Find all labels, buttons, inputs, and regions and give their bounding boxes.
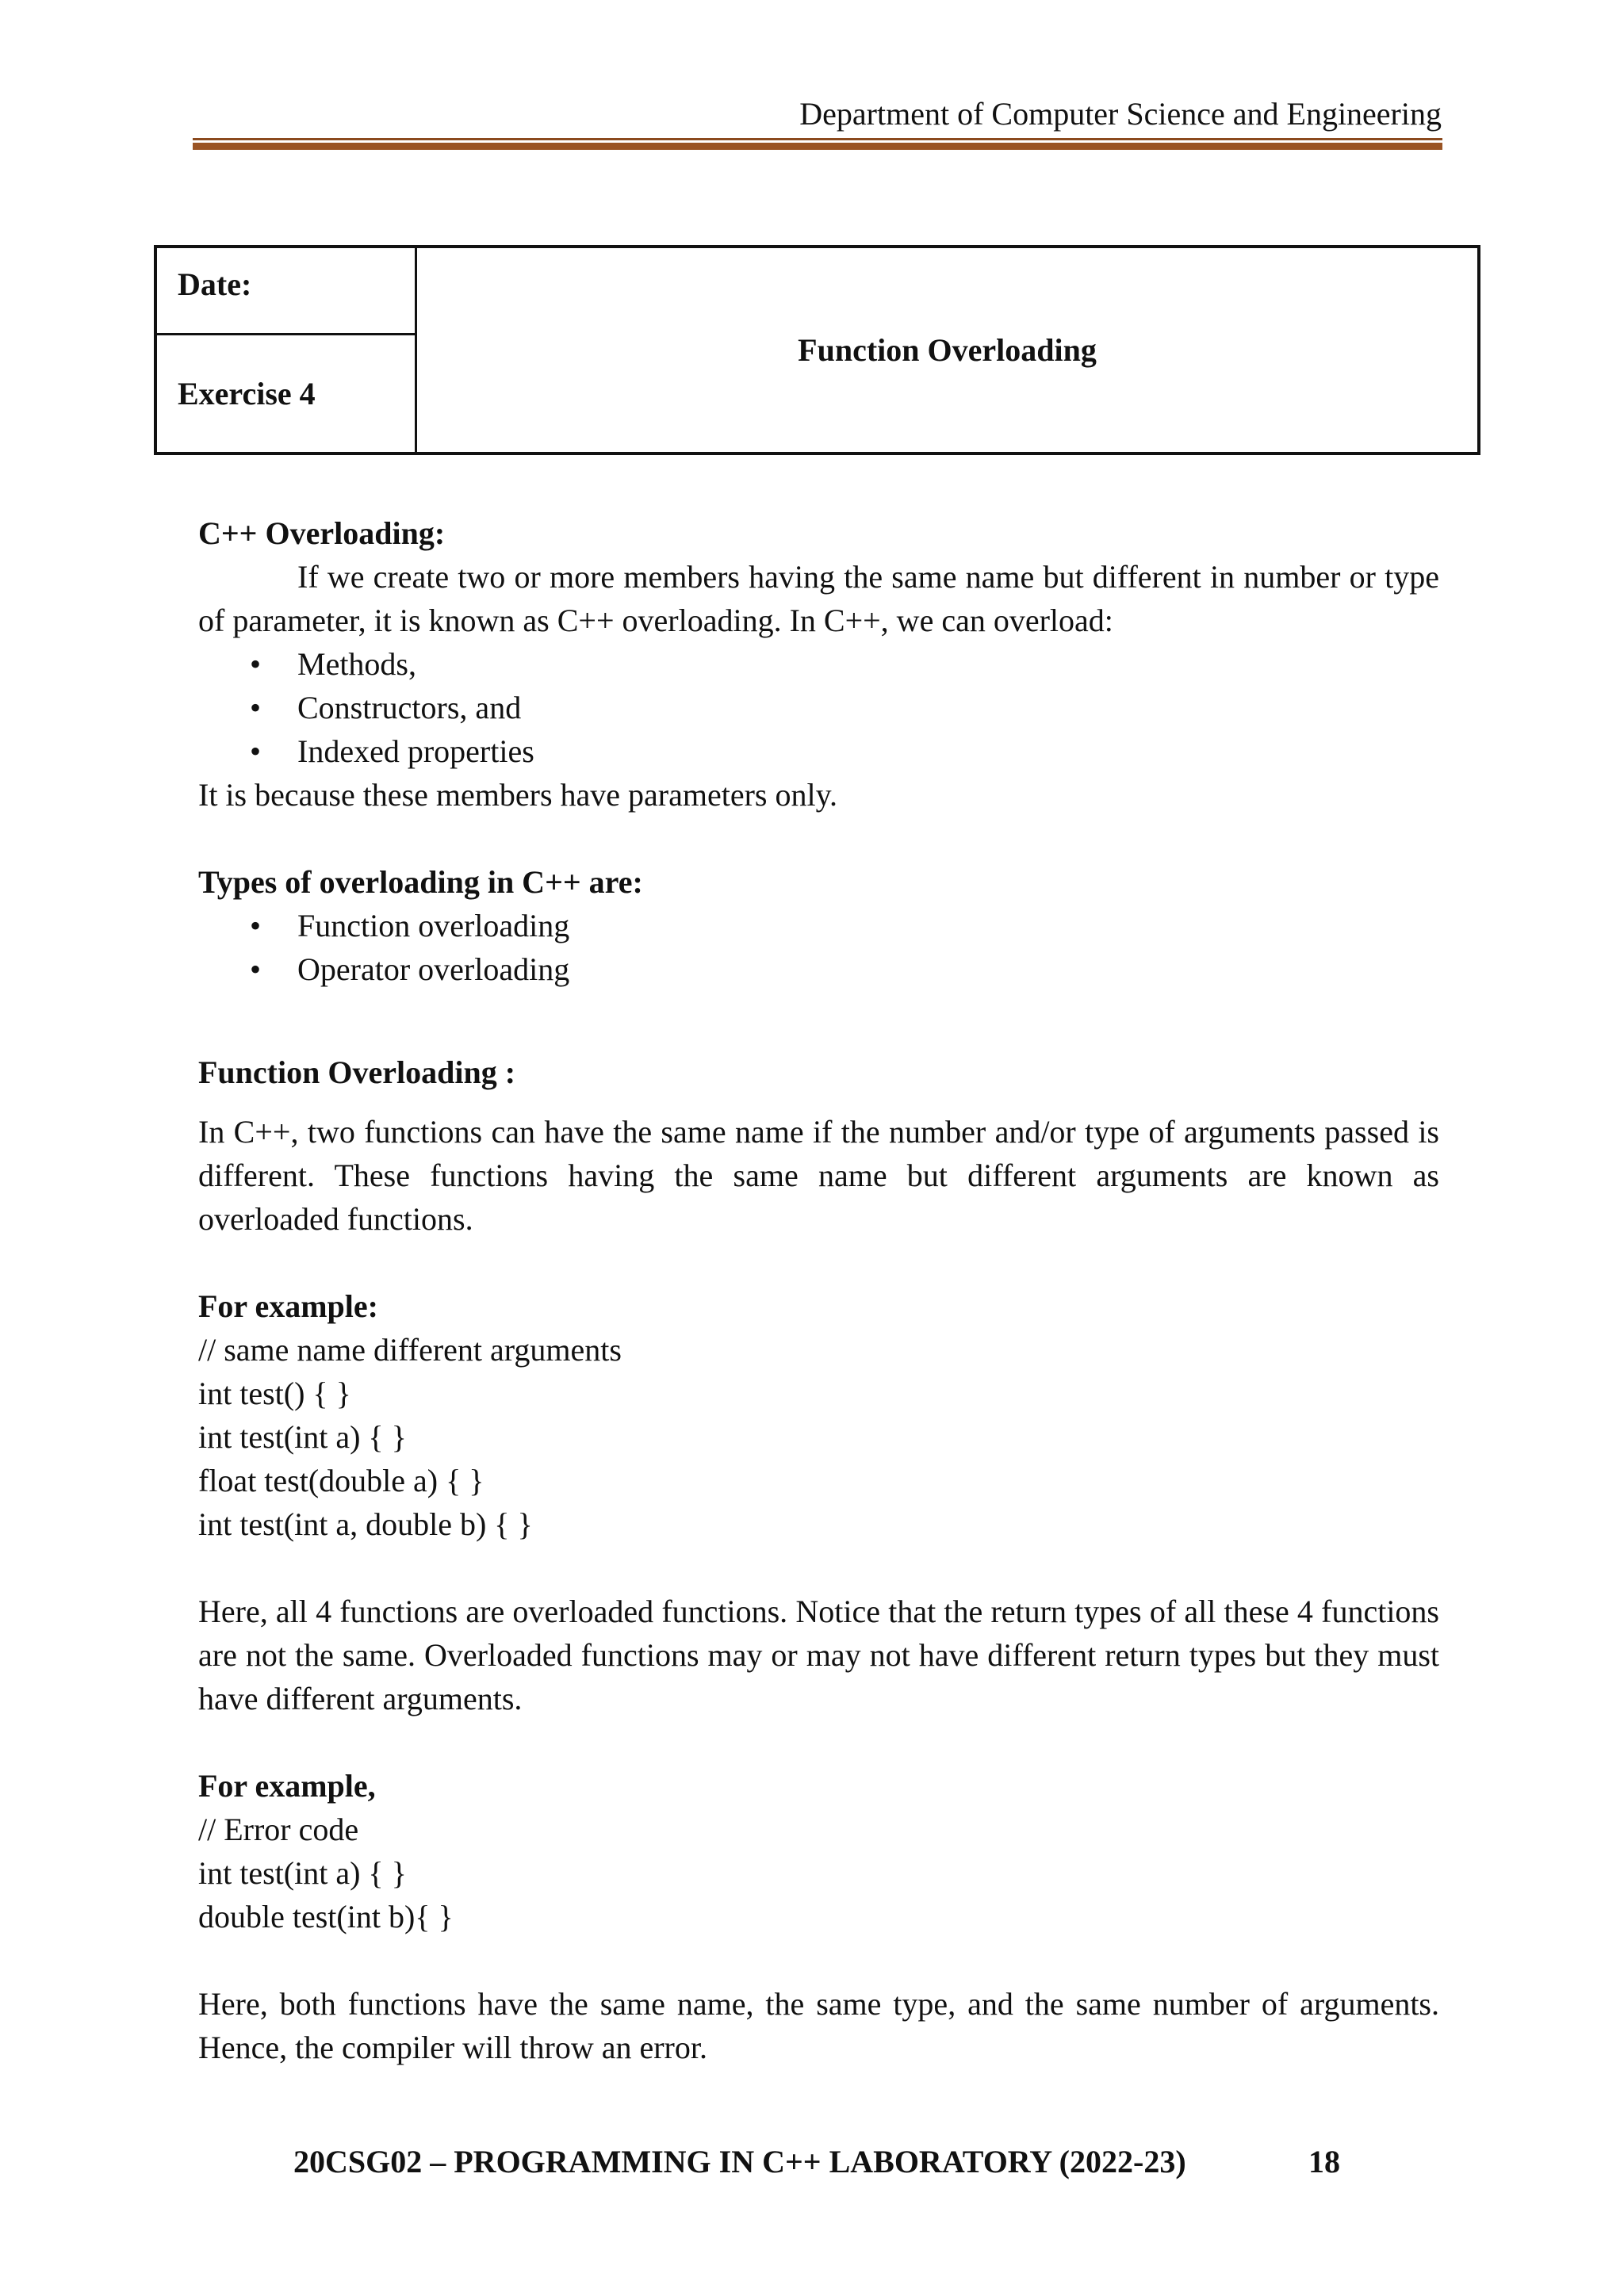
example1-heading: For example:: [198, 1288, 378, 1324]
overloading-heading: C++ Overloading:: [198, 515, 446, 551]
exercise-title-table: [154, 245, 1480, 455]
code-line: int test() { }: [198, 1376, 351, 1411]
code-line: // Error code: [198, 1812, 359, 1847]
example1-explanation: Here, all 4 functions are overloaded functions. Notice that the return types of all these 4 functions are not the same. Overloaded functions may or may not have different return types but they must have different arguments.: [198, 1594, 1439, 1716]
code-line: float test(double a) { }: [198, 1463, 485, 1498]
code-line: double test(int b){ }: [198, 1899, 454, 1934]
list-item: • Methods,: [198, 642, 1439, 686]
types-heading: Types of overloading in C++ are:: [198, 864, 643, 900]
exercise-title: Function Overloading: [798, 332, 1097, 368]
course-footer: 20CSG02 – PROGRAMMING IN C++ LABORATORY (2022-23): [293, 2144, 1186, 2179]
page-number: 18: [1308, 2144, 1340, 2179]
date-label: Date:: [178, 266, 252, 302]
list-item: • Function overloading: [198, 904, 1439, 947]
exercise-label: Exercise 4: [178, 376, 316, 411]
overloadable-list: [198, 642, 1439, 773]
code-line: // same name different arguments: [198, 1332, 622, 1368]
exercise-title-cell: [417, 248, 1477, 452]
code-line: int test(int a) { }: [198, 1419, 407, 1455]
exercise-cell: [157, 335, 417, 455]
types-list: [198, 904, 1439, 991]
date-cell: [157, 248, 417, 335]
header-rule-thick: [193, 143, 1442, 150]
code-line: int test(int a, double b) { }: [198, 1506, 533, 1542]
list-item: • Operator overloading: [198, 947, 1439, 991]
page-content: [198, 511, 1439, 2069]
header-rule-thin: [193, 138, 1442, 140]
list-item: • Indexed properties: [198, 729, 1439, 773]
department-name: Department of Computer Science and Engineering: [799, 96, 1442, 132]
example2-heading: For example,: [198, 1768, 376, 1804]
function-overloading-heading: Function Overloading :: [198, 1054, 516, 1090]
example2-explanation: Here, both functions have the same name, the same type, and the same number of arguments. Hence, the compiler will throw an error.: [198, 1986, 1439, 2065]
overloading-note: It is because these members have parameters only.: [198, 777, 837, 813]
code-line: int test(int a) { }: [198, 1855, 407, 1891]
list-item: • Constructors, and: [198, 686, 1439, 729]
overloading-intro: If we create two or more members having the same name but different in number or type of parameter, it is known as C++ overloading. In C++, we can overload:: [198, 559, 1439, 638]
function-overloading-paragraph: In C++, two functions can have the same name if the number and/or type of arguments passed is different. These functions having the same name but different arguments are known as overloaded functions.: [198, 1114, 1439, 1237]
